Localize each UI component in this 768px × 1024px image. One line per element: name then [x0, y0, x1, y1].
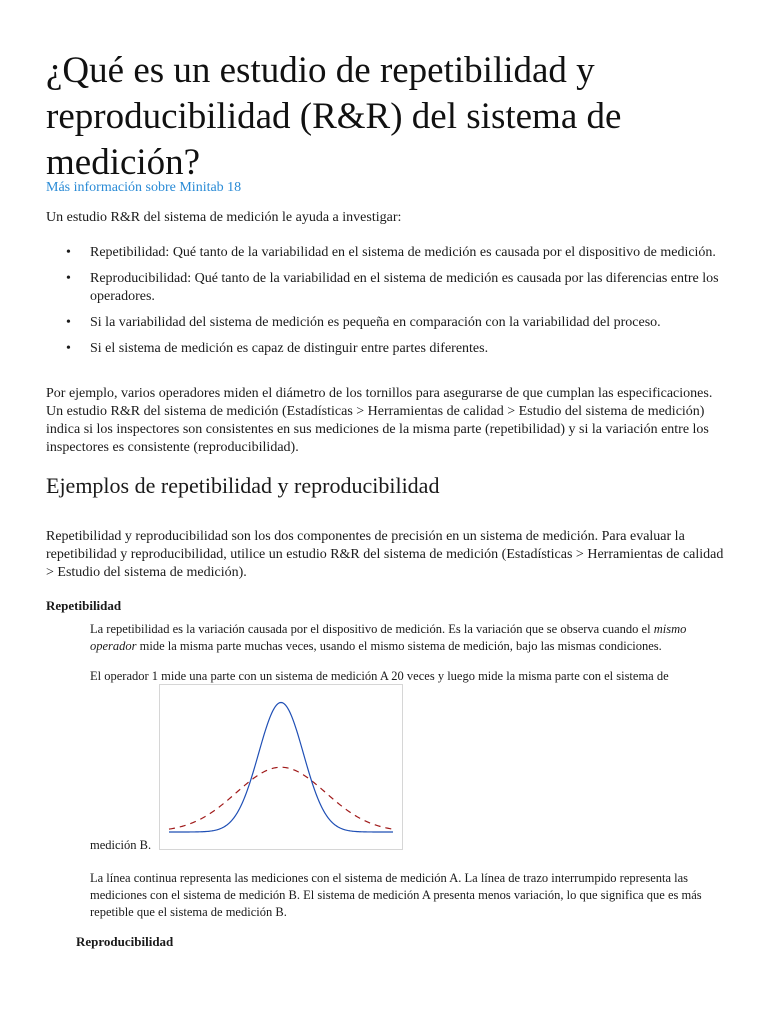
- repetibilidad-heading: Repetibilidad: [46, 598, 122, 613]
- section-paragraph: Repetibilidad y reproducibilidad son los dos componentes de precisión en un sistema de medición. Para evaluar la repetibilidad y reproducibilidad, utilice un estudio R&R del sistema de medición (Estadísticas > Herramientas de calidad > Estudio del sistema de medición).: [46, 529, 724, 580]
- bullet-icon: •: [66, 245, 71, 260]
- example-paragraph: Por ejemplo, varios operadores miden el diámetro de los tornillos para asegurarse de que cumplan las especificaciones. Un estudio R&R del sistema de medición (Estadísticas > Herramientas de calidad > Estudio del sistema de medición) indica si los inspectores son consistentes en sus mediciones de la misma parte (repetibilidad) y si la variación entre los inspectores es consistente (reproducibilidad).: [46, 386, 713, 455]
- more-info-link[interactable]: Más información sobre Minitab 18: [46, 180, 242, 195]
- chart-caption: La línea continua representa las mediciones con el sistema de medición A. La línea de trazo interrumpido representa las mediciones con el sistema de medición B. El sistema de medición A presenta menos variación, lo que significa que es más repetible que el sistema de medición B.: [90, 871, 702, 919]
- bullet-icon: •: [66, 341, 71, 356]
- bullet-icon: •: [66, 271, 71, 286]
- list-item: • Si la variabilidad del sistema de medición es pequeña en comparación con la variabilidad del proceso.: [66, 315, 661, 330]
- section-heading: Ejemplos de repetibilidad y reproducibilidad: [46, 473, 440, 498]
- page-title: ¿Qué es un estudio de repetibilidad y reproducibilidad (R&R) del sistema de medición?: [46, 50, 622, 183]
- intro-text: Un estudio R&R del sistema de medición le ayuda a investigar:: [46, 210, 402, 225]
- list-item: • Repetibilidad: Qué tanto de la variabilidad en el sistema de medición es causada por el dispositivo de medición.: [66, 245, 716, 260]
- repetibilidad-definition: La repetibilidad es la variación causada por el dispositivo de medición. Es la variación que se observa cuando el mismo operador mide la misma parte muchas veces, usando el mismo sistema de medición, bajo las mismas condiciones.: [90, 622, 687, 653]
- bullet-icon: •: [66, 315, 71, 330]
- emphasis-text: mismo operador: [90, 622, 687, 653]
- list-item: • Si el sistema de medición es capaz de distinguir entre partes diferentes.: [66, 341, 489, 356]
- repetibilidad-example-end: medición B.: [90, 838, 152, 852]
- bullet-list: [46, 244, 722, 366]
- list-item: • Reproducibilidad: Qué tanto de la variabilidad en el sistema de medición es causada por las diferencias entre los operadores.: [66, 271, 719, 304]
- reproducibilidad-heading: Reproducibilidad: [76, 934, 174, 949]
- distribution-chart: [159, 684, 403, 850]
- chart-frame: [160, 685, 403, 850]
- repetibilidad-example: El operador 1 mide una parte con un sistema de medición A 20 veces y luego mide la misma parte con el sistema de: [90, 669, 669, 683]
